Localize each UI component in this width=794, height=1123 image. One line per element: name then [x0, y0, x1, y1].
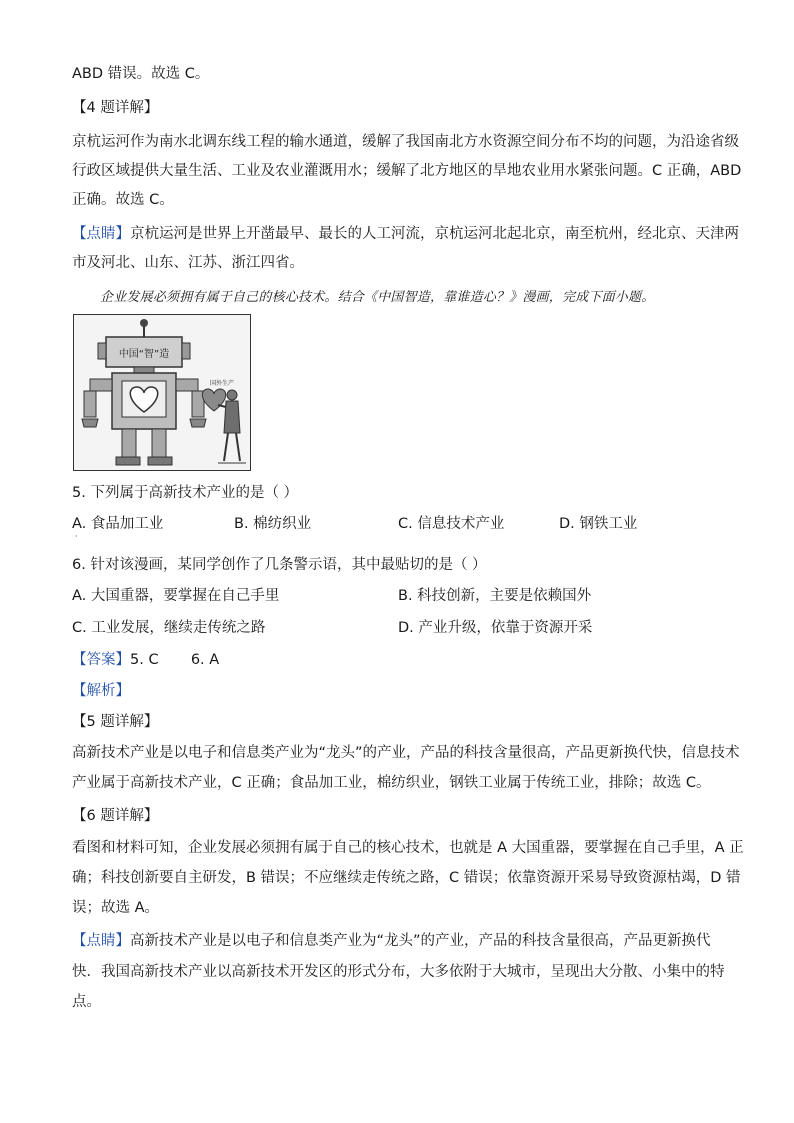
- robot-cartoon-illustration: [74, 315, 250, 470]
- option-6c: C. 工业发展，继续走传统之路: [72, 620, 266, 636]
- cartoon-image: [73, 314, 251, 471]
- note-tag: 【点睛】: [72, 933, 130, 949]
- text-line-note: [72, 224, 739, 244]
- text-line: 正确。故选 C。: [72, 192, 174, 208]
- option-5b: B. 棉纺织业: [234, 516, 312, 532]
- option-5c: C. 信息技术产业: [398, 516, 505, 532]
- text-line: 高新技术产业是以电子和信息类产业为“龙头”的产业，产品的科技含量很高，产品更新换代快，信息技术: [72, 745, 740, 761]
- question-6: 6. 针对该漫画，某同学创作了几条警示语，其中最贴切的是（ ）: [72, 557, 487, 573]
- text-line: ABD 错误。故选 C。: [72, 66, 210, 82]
- section-heading-q5: 【5 题详解】: [72, 714, 159, 730]
- robot-head-label: 中国“智”造: [118, 349, 170, 360]
- text-line: 行政区域提供大量生活、工业及农业灌溉用水；缓解了北方地区的旱地农业用水紧张问题。C 正确，ABD: [72, 163, 742, 179]
- option-6d: D. 产业升级，依靠于资源开采: [398, 620, 593, 636]
- question-intro: 企业发展必须拥有属于自己的核心技术。结合《中国智造，靠谁造心？》漫画，完成下面小题。: [100, 290, 655, 305]
- text-line: 市及河北、山东、江苏、浙江四省。: [72, 255, 304, 271]
- option-6a: A. 大国重器，要掌握在自己手里: [72, 588, 280, 604]
- text-line: 看图和材料可知，企业发展必须拥有属于自己的核心技术，也就是 A 大国重器，要掌握在自己手里，A 正: [72, 840, 744, 856]
- option-6b: B. 科技创新，主要是依赖国外: [398, 588, 592, 604]
- answer-line: [72, 650, 219, 670]
- note-text: 高新技术产业是以电子和信息类产业为“龙头”的产业，产品的科技含量很高，产品更新换代: [130, 933, 711, 949]
- text-line: 京杭运河作为南水北调东线工程的输水通道，缓解了我国南北方水资源空间分布不均的问题，为沿途省级: [72, 134, 739, 150]
- stray-dot: ·: [75, 532, 78, 541]
- option-5a: A. 食品加工业: [72, 516, 164, 532]
- heart-label: 国外生产: [209, 380, 235, 387]
- note-text: 京杭运河是世界上开凿最早、最长的人工河流，京杭运河北起北京，南至杭州，经北京、天津两: [130, 226, 739, 242]
- option-5d: D. 钢铁工业: [559, 516, 638, 532]
- answer-text: 5. C 6. A: [130, 652, 220, 668]
- text-line: 点。: [72, 994, 101, 1010]
- section-heading-q4: 【4 题详解】: [72, 100, 159, 116]
- note-tag: 【点睛】: [72, 226, 130, 242]
- answer-tag: 【答案】: [72, 652, 130, 668]
- question-5: 5. 下列属于高新技术产业的是（ ）: [72, 485, 299, 501]
- text-line: 确；科技创新要自主研发，B 错误；不应继续走传统之路，C 错误；依靠资源开采易导致资源枯竭，D 错: [72, 870, 741, 886]
- text-line: 快．我国高新技术产业以高新技术开发区的形式分布，大多依附于大城市，呈现出大分散、小集中的特: [72, 964, 725, 980]
- section-heading-q6: 【6 题详解】: [72, 808, 159, 824]
- text-line: 误；故选 A。: [72, 900, 160, 916]
- analysis-tag: 【解析】: [72, 683, 130, 699]
- text-line-note: [72, 931, 711, 951]
- text-line: 产业属于高新技术产业，C 正确；食品加工业，棉纺织业，钢铁工业属于传统工业，排除；故选 C。: [72, 775, 711, 791]
